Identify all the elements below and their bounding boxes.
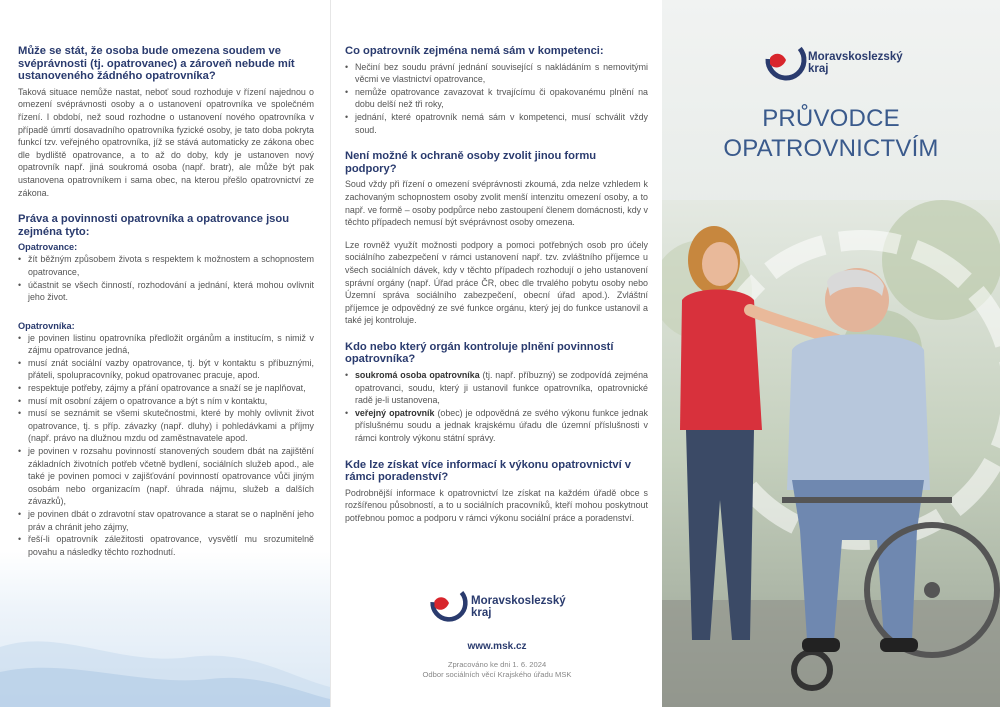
paragraph-restriction: Taková situace nemůže nastat, neboť soud rozhoduje v řízení najednou o omezení svéprávnosti osoby a o ustanovení opatrovníka ve společném řízení. I období, než soud rozhodne o ustanovení nového opatrovníka v případě úmrtí dosavadního opatrovníka fyzické osoby, je tato doba pokryta funkcí tzv. veřejného opatrovníka, jíž se stává automaticky ze zákona obec dle bydliště opatrovance, a to až do doby, kdy je ustanoven nový opatrovník např. jiná soukromá osoba (např. bratr), ale může být pak ustanovena opatrovníkem i sama obec, na kterou přešlo opatrovnictví ze zákona. [18,86,314,198]
cover-title [662,104,1000,164]
logo-text-line1: Moravskoslezský [471,595,566,607]
heading-control: Kdo nebo který orgán kontroluje plnění povinností opatrovníka? [345,340,614,366]
watercolor-wave-decoration [0,587,330,707]
region-logo-footer [429,583,569,633]
heading-competence: Co opatrovník zejména nemá sám v kompetenci: [345,45,604,57]
cover-photo-caregiver-and-wheelchair-user [662,200,1000,707]
footer-department: Odbor sociálních věcí Krajského úřadu MSK [422,670,572,679]
column-middle [330,0,662,707]
column-left [0,0,330,707]
cover-title-line2: OPATROVNICTVÍM [723,135,939,162]
paragraph-special-recipient: Lze rovněž využít možnosti podpory a pomoci potřebných osob pro účely sociálního zabezpečení v rámci ustanovení např. tzv. zvláštního příjemce u všech sociálních dávek, kdy v těchto případech rozhodují o jeho ustanovení správní orgány (např. Úřad práce ČR, obec dle trvalého pobytu osoby nebo Územní správa sociálního zabezpečení, obecní úřad apod.). Zvláštní příjemce je odpovědný ze své funkce orgánu, který jej do funkce ustanovil a také jej kontroluje. [345,239,648,326]
cover-panel [662,0,1000,707]
list-item: • soukromá osoba opatrovníka (tj. např. příbuzný) se zodpovídá zejména opatrovanci, soudu, který ji ustanovil funkce opatrovníka, opatrovnické radě je-li ustanovena, [345,369,648,407]
region-logo-icon [764,38,808,82]
list-item: • je povinen v rozsahu povinností stanovených soudem dbát na zajištění základních životních potřeb včetně bydlení, sociálních služeb apod., ale také je povinen pomoci v zajišťování povinností opatrovance vůči jiným osobám nebo organizacím (např. úhrada nájmu, služeb a dalších závazků), [18,445,314,508]
heading-rights: Práva a povinnosti opatrovníka a opatrovance jsou zejména tyto: [18,213,290,238]
paragraph-more-info: Podrobnější informace k opatrovnictví lze získat na každém úřadě obce s rozšířenou působností, a to u sociálních pracovníků, kteří mohou poskytnout potřebnou pomoc a podporu v rámci výkonu sociální práce a poradenství. [345,487,648,523]
list-item: • musí mít osobní zájem o opatrovance a být s ním v kontaktu, [18,395,314,408]
list-item: • veřejný opatrovník (obec) je odpovědná ze svého výkonu funkce jednak příslušnému soudu a jednak krajskému úřadu dle územní příslušnosti v rámci kontroly výkonu státní správy. [345,407,648,445]
heading-other-support: Není možné k ochraně osoby zvolit jinou formu podpory? [345,150,597,175]
website-link[interactable]: www.msk.cz [467,641,527,652]
list-item: • účastnit se všech činností, rozhodování a jednání, která mohou ovlivnit jeho život. [18,279,314,304]
subheading-ward: Opatrovance: [18,242,78,253]
list-item: • žít běžným způsobem života s respektem k možnostem a schopnostem opatrovance, [18,253,314,278]
list-control [345,369,648,445]
list-competence [345,61,648,137]
heading-restriction: Může se stát, že osoba bude omezena soudem ve svéprávnosti (tj. opatrovanec) a zároveň nebude mít ustanoveného žádného opatrovníka? [18,45,295,83]
list-item: • nemůže opatrovance zavazovat k trvajícímu či opakovanému plnění na dobu delší než tři roky, [345,86,648,111]
list-guardian [18,332,314,559]
list-ward [18,253,314,303]
list-item: • musí se seznámit se všemi skutečnostmi, které by mohly ovlivnit život opatrovance, tj. s příp. závazky (např. dluhy) i pohledávkami a příjmy (např. právo na dlužnou mzdu od zaměstnavatele apod. [18,407,314,445]
subheading-guardian: Opatrovníka: [18,320,75,331]
heading-more-info: Kde lze získat více informací k výkonu opatrovnictví v rámci poradenství? [345,458,632,484]
list-item: • jednání, které opatrovník nemá sám v kompetenci, musí schválit vždy soud. [345,111,648,136]
list-item: • řeší-li opatrovník záležitosti opatrovance, vysvětlí mu srozumitelně povahu a následky těchto rozhodnutí. [18,533,314,558]
list-item: • musí znát sociální vazby opatrovance, tj. být v kontaktu s příbuznými, přáteli, spolupracovníky, pokud opatrovanec pracuje, apod. [18,357,314,382]
logo-text-line2: kraj [471,607,492,619]
list-item: • Nečiní bez soudu právní jednání související s nakládáním s nemovitými věcmi ve vlastnictví opatrovance, [345,61,648,86]
logo-text-line1: Moravskoslezský [808,51,903,63]
region-logo-cover [764,38,914,88]
footer-date: Zpracováno ke dni 1. 6. 2024 [447,660,547,669]
list-item: • je povinen listinu opatrovníka předložit orgánům a institucím, s nimiž v zájmu opatrovance jedná, [18,332,314,357]
logo-text-line2: kraj [808,63,829,75]
list-item: • je povinen dbát o zdravotní stav opatrovance a starat se o naplnění jeho práv a chránit jeho zájmy, [18,508,314,533]
list-item: • respektuje potřeby, zájmy a přání opatrovance a snaží se je naplňovat, [18,382,314,395]
paragraph-other-support: Soud vždy při řízení o omezení svéprávnosti zkoumá, zda nelze vzhledem k zachovaným schopnostem osoby zvolit menší intenzitu omezení osoby, a to např. ve formě – osoby podpůrce nebo zastoupení členem domácnosti, kdy v těchto případech nemusí být svéprávnost osoby omezena. [345,179,648,228]
cover-title-line1: PRŮVODCE [762,105,900,132]
region-logo-icon [429,583,469,623]
